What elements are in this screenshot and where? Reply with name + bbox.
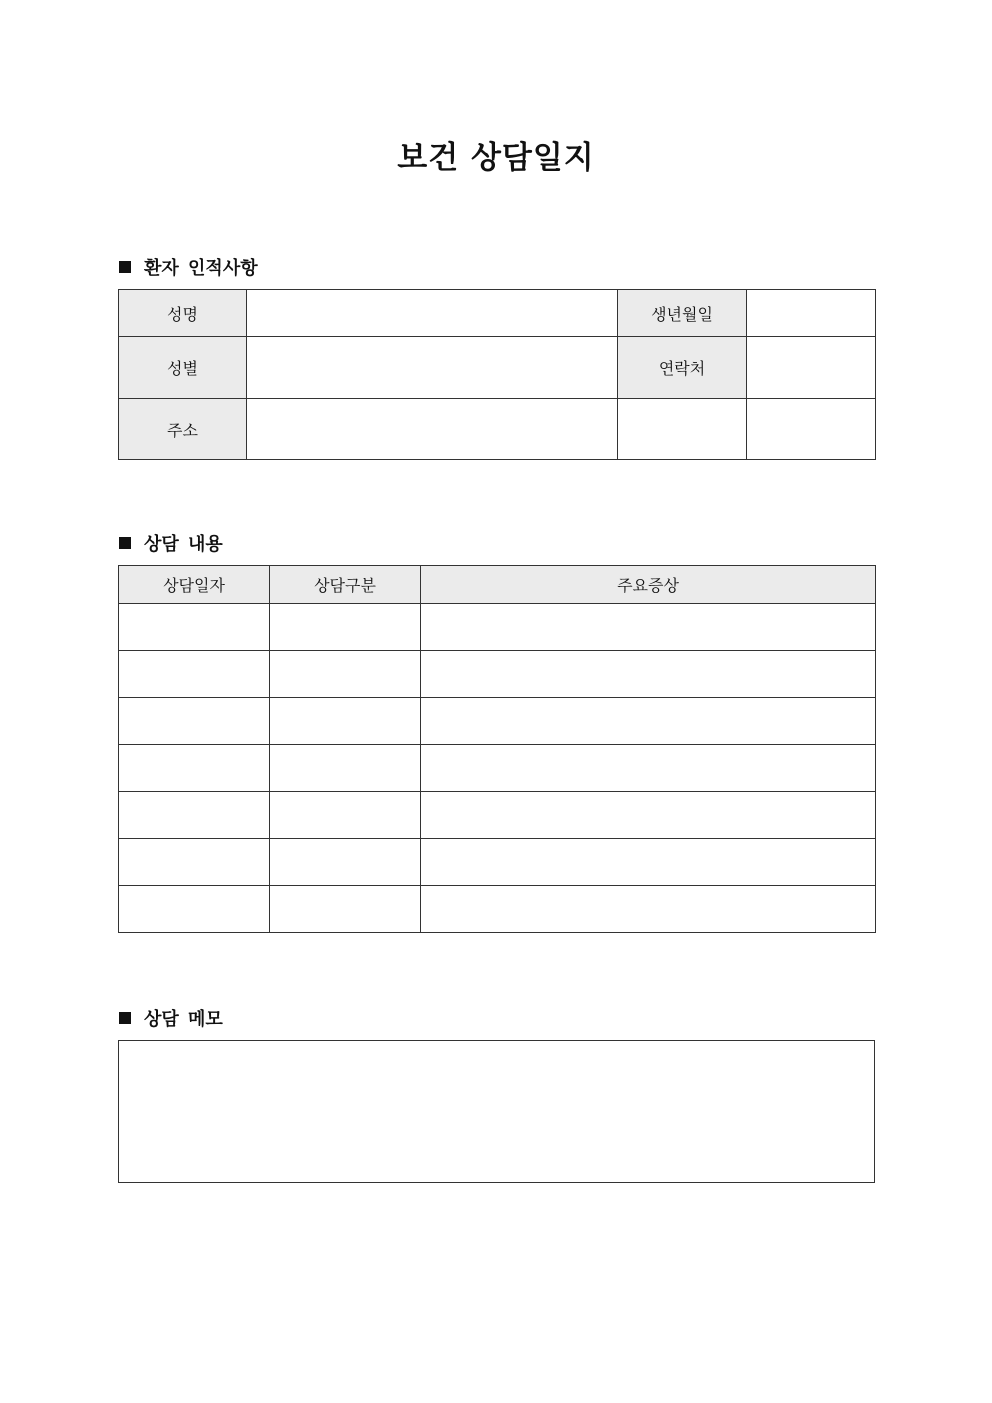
square-bullet-icon bbox=[119, 261, 131, 273]
contact-value-cell[interactable] bbox=[747, 337, 876, 399]
address-label: 주소 bbox=[119, 399, 247, 460]
gender-value-cell[interactable] bbox=[247, 337, 618, 399]
blank-cell[interactable] bbox=[747, 399, 876, 460]
patient-info-table bbox=[118, 289, 876, 460]
section-title-memo: 상담 메모 bbox=[144, 1009, 223, 1030]
section-title-counseling: 상담 내용 bbox=[144, 534, 223, 555]
symptoms-cell[interactable] bbox=[421, 651, 876, 698]
type-cell[interactable] bbox=[270, 698, 421, 745]
table-row bbox=[119, 745, 876, 792]
type-cell[interactable] bbox=[270, 792, 421, 839]
table-row bbox=[119, 651, 876, 698]
symptoms-cell[interactable] bbox=[421, 604, 876, 651]
column-header-symptoms: 주요증상 bbox=[421, 566, 876, 604]
blank-cell[interactable] bbox=[618, 399, 747, 460]
section-heading-counseling bbox=[119, 530, 223, 556]
symptoms-cell[interactable] bbox=[421, 886, 876, 933]
page-title: 보건 상담일지 bbox=[397, 140, 595, 176]
section-title-patient: 환자 인적사항 bbox=[144, 258, 258, 279]
counseling-table bbox=[118, 565, 876, 933]
date-cell[interactable] bbox=[119, 792, 270, 839]
symptoms-cell[interactable] bbox=[421, 698, 876, 745]
type-cell[interactable] bbox=[270, 886, 421, 933]
date-cell[interactable] bbox=[119, 698, 270, 745]
table-row bbox=[119, 698, 876, 745]
type-cell[interactable] bbox=[270, 651, 421, 698]
contact-label: 연락처 bbox=[618, 337, 747, 399]
section-heading-memo bbox=[119, 1005, 223, 1031]
date-cell[interactable] bbox=[119, 839, 270, 886]
square-bullet-icon bbox=[119, 537, 131, 549]
memo-box[interactable] bbox=[118, 1040, 875, 1183]
birthdate-label: 생년월일 bbox=[618, 290, 747, 337]
date-cell[interactable] bbox=[119, 745, 270, 792]
square-bullet-icon bbox=[119, 1012, 131, 1024]
table-row bbox=[119, 604, 876, 651]
date-cell[interactable] bbox=[119, 651, 270, 698]
table-row bbox=[119, 839, 876, 886]
date-cell[interactable] bbox=[119, 604, 270, 651]
table-row bbox=[119, 792, 876, 839]
table-row bbox=[119, 886, 876, 933]
name-label: 성명 bbox=[119, 290, 247, 337]
type-cell[interactable] bbox=[270, 745, 421, 792]
column-header-date: 상담일자 bbox=[119, 566, 270, 604]
date-cell[interactable] bbox=[119, 886, 270, 933]
address-value-cell[interactable] bbox=[247, 399, 618, 460]
birthdate-value-cell[interactable] bbox=[747, 290, 876, 337]
type-cell[interactable] bbox=[270, 604, 421, 651]
section-heading-patient bbox=[119, 254, 258, 280]
type-cell[interactable] bbox=[270, 839, 421, 886]
symptoms-cell[interactable] bbox=[421, 839, 876, 886]
name-value-cell[interactable] bbox=[247, 290, 618, 337]
gender-label: 성별 bbox=[119, 337, 247, 399]
symptoms-cell[interactable] bbox=[421, 745, 876, 792]
column-header-type: 상담구분 bbox=[270, 566, 421, 604]
symptoms-cell[interactable] bbox=[421, 792, 876, 839]
